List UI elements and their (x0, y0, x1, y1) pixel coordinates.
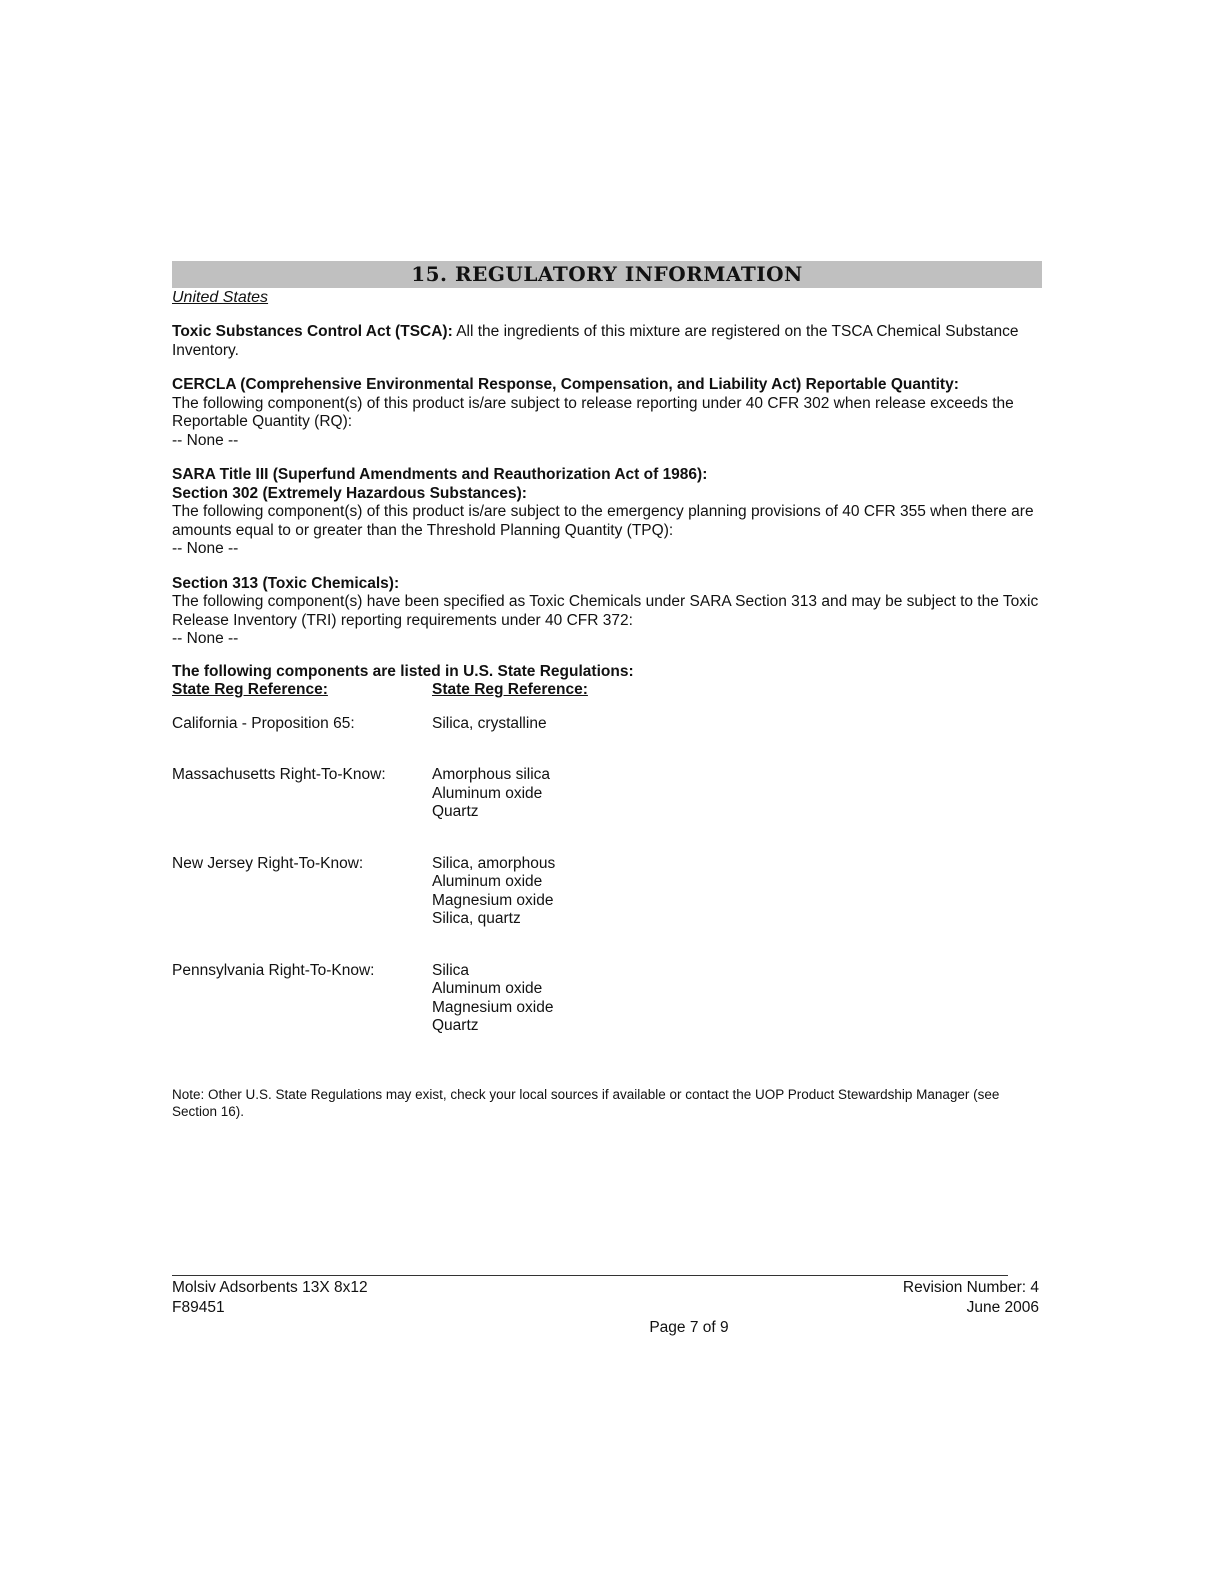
state-item: Magnesium oxide (432, 998, 554, 1016)
state-regs-note: Note: Other U.S. State Regulations may exist, check your local sources if available or contact the UOP Product Stewardship Manager (see Section 16). (172, 1087, 1000, 1119)
state-items (432, 962, 553, 1036)
sara-313-text: The following component(s) have been specified as Toxic Chemicals under SARA Section 313 and may be subject to the Toxic Release Inventory (TRI) reporting requirements under 40 CFR 372: (172, 593, 1039, 629)
state-items (432, 855, 555, 929)
regulatory-section (172, 261, 1042, 1036)
state-item: Silica, amorphous (432, 854, 556, 872)
product-code: F89451 (172, 1299, 225, 1316)
state-regs-heading: The following components are listed in U.S. State Regulations: (172, 662, 634, 680)
state-row (172, 766, 1042, 822)
sara-302-text: The following component(s) of this product is/are subject to the emergency planning provisions of 40 CFR 355 when there are amounts equal to or greater than the Threshold Planning Quantity (TPQ): (172, 503, 1034, 539)
state-name: California - Proposition 65: (172, 714, 355, 732)
cercla-value: -- None -- (172, 431, 239, 449)
revision-date: June 2006 (966, 1299, 1039, 1316)
state-items (432, 766, 550, 822)
footer-divider (172, 1275, 1008, 1276)
section-title: 15. REGULATORY INFORMATION (172, 261, 1042, 288)
state-col2-header: State Reg Reference: (432, 681, 588, 698)
state-item: Quartz (432, 1017, 479, 1034)
sara-label: SARA Title III (Superfund Amendments and Reauthorization Act of 1986): (172, 466, 708, 483)
sara-302-value: -- None -- (172, 540, 239, 557)
state-item: Aluminum oxide (432, 784, 543, 802)
state-name: Pennsylvania Right-To-Know: (172, 961, 375, 979)
state-item: Amorphous silica (432, 766, 551, 783)
state-name: New Jersey Right-To-Know: (172, 854, 364, 872)
tsca-text: All the ingredients of this mixture are registered on the TSCA Chemical Substance Inventory. (172, 323, 1019, 359)
page-number: Page 7 of 9 (649, 1319, 729, 1336)
cercla-label: CERCLA (Comprehensive Environmental Response, Compensation, and Liability Act) Reportable Quantity: (172, 376, 959, 393)
state-row (172, 962, 1042, 1036)
sara-302-paragraph (172, 466, 1042, 559)
cercla-text: The following component(s) of this product is/are subject to release reporting under 40 CFR 302 when release exceeds the Reportable Quantity (RQ): (172, 394, 1014, 430)
state-col1-header: State Reg Reference: (172, 681, 328, 698)
state-regs-header-row (172, 681, 1042, 700)
sara-313-label: Section 313 (Toxic Chemicals): (172, 574, 400, 592)
product-name: Molsiv Adsorbents 13X 8x12 (172, 1279, 368, 1296)
cercla-paragraph (172, 376, 1042, 450)
state-item: Aluminum oxide (432, 980, 543, 997)
state-item: Silica, crystalline (432, 714, 547, 732)
state-item: Silica, quartz (432, 910, 521, 927)
footer-right (903, 1278, 1039, 1318)
state-name: Massachusetts Right-To-Know: (172, 766, 386, 783)
state-item: Silica (432, 961, 470, 979)
revision-number: Revision Number: 4 (902, 1279, 1039, 1296)
footer-left (172, 1278, 368, 1318)
state-row (172, 855, 1042, 929)
sara-302-label: Section 302 (Extremely Hazardous Substances): (172, 484, 527, 502)
country-heading: United States (172, 289, 269, 306)
sara-313-paragraph (172, 575, 1042, 649)
state-row (172, 715, 1042, 734)
tsca-paragraph (172, 323, 1042, 360)
state-item: Magnesium oxide (432, 891, 554, 909)
sara-313-value: -- None -- (172, 630, 239, 647)
tsca-label: Toxic Substances Control Act (TSCA): (172, 323, 453, 340)
state-item: Aluminum oxide (432, 873, 543, 890)
state-regs-block (172, 663, 1042, 1036)
state-item: Quartz (432, 803, 479, 820)
state-items (432, 715, 547, 734)
